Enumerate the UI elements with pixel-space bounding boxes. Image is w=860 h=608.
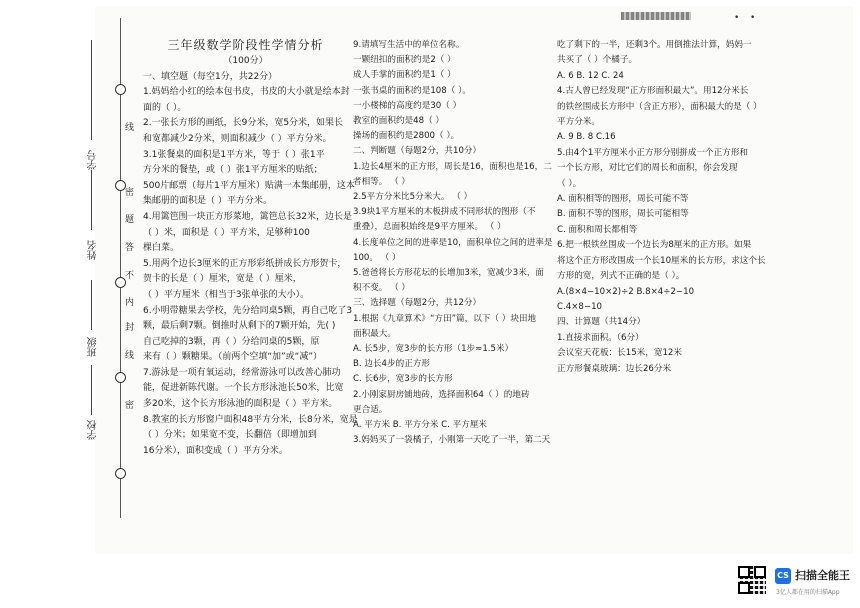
- line: C. 面积和周长都相等: [557, 224, 638, 235]
- line: A. 平方米 B. 平方分米 C. 平方厘米: [353, 420, 488, 431]
- binding-mark: 线: [125, 123, 135, 133]
- line: 一颗纽扣的面积约是2（ ）: [353, 55, 456, 66]
- line: 1.直接求面积。（6分）: [557, 332, 644, 343]
- line: 积不变。 （ ）: [353, 283, 411, 294]
- line: 6.小明带糖果去学校，先分给同桌5颗，再自己吃了3: [143, 305, 353, 316]
- line: （ ）平方厘米（相当于3张单张的大小）。: [143, 289, 310, 300]
- line: 1.边长4厘米的正方形，周长是16，面积也是16，二: [353, 161, 552, 172]
- line: 100。 （ ）: [353, 252, 401, 263]
- name-line: [91, 170, 92, 230]
- class-label: 班级: [88, 337, 99, 357]
- binding-mark: 不: [125, 271, 135, 281]
- line: 面积最大。: [353, 328, 396, 339]
- total-score: （100分）: [223, 56, 268, 66]
- line: 吃了剩下的一半，还剩3个。用倒推法计算，妈妈一: [557, 40, 752, 50]
- scan-speck: •: [750, 13, 756, 23]
- line: 4.用篱笆围一块正方形菜地，篱笆总长32米，边长是: [143, 211, 353, 222]
- line: 一、填空题（每空1分，共22分）: [143, 71, 278, 82]
- line: 3.9块1平方厘米的木板拼成不同形状的图形（不: [353, 207, 536, 218]
- line: 方分米的餐垫，或（ ）张1平方厘米的贴纸；: [143, 165, 323, 176]
- app-name: 扫描全能王: [795, 569, 850, 582]
- line: B. 面积不等的图形，周长可能相等: [557, 209, 689, 220]
- line: 面的（ ）。: [143, 102, 187, 113]
- line: （ ）米，面积是（ ）平方米，足够种100: [143, 227, 310, 238]
- line: 1.妈妈给小红的绘本包书皮，书皮的大小就是绘本封: [143, 87, 350, 98]
- line: 重叠），总面积始终是9平方厘米。 （ ）: [353, 222, 506, 233]
- seal-hole: [115, 372, 126, 383]
- line: A.(8×4−10×2)÷2 B.8×4÷2−10: [557, 286, 695, 297]
- line: 4.古人曾已经发现“正方形面积最大”。用12分米长: [557, 86, 749, 97]
- line: 教室的面积约是48（ ）: [353, 116, 445, 127]
- line: 5.用两个边长3厘米的正方形彩纸拼成长方形贺卡，: [143, 258, 347, 269]
- line: 一小楼梯的高度约是30（ ）: [353, 100, 462, 111]
- school-line: [91, 365, 92, 415]
- line: 共买了（ ）个橘子。: [557, 55, 638, 66]
- line: C.4×8−10: [557, 301, 603, 312]
- line: 8.教室的长方形窗户面积48平方分米，长8分米，宽是: [143, 414, 358, 425]
- number-line: [91, 40, 92, 140]
- column-right: [557, 38, 766, 377]
- line: 棵白菜。: [143, 243, 180, 254]
- qr-code: [738, 566, 766, 594]
- class-line: [91, 280, 92, 330]
- line: 能，促进新陈代谢。一个长方形泳池长50米，比宽: [143, 383, 344, 394]
- line: A. 面积相等的图形，周长可能不等: [557, 194, 689, 205]
- line: 2.5平方分米比5分米大。 （ ）: [353, 192, 473, 203]
- line: 500片邮票（每片1平方厘米）贴满一本集邮册，这本: [143, 180, 355, 191]
- binding-mark: 密: [125, 401, 135, 411]
- camscanner-logo-icon: CS: [775, 568, 791, 584]
- line: 三、选择题（每题2分，共12分）: [353, 298, 482, 309]
- line: 一张书桌的面积约是108（ ）。: [353, 85, 471, 96]
- line: 颗，最后剩7颗。倒推时从剩下的7颗开始，先( ): [143, 321, 336, 332]
- line: 6.把一根铁丝围成一个边长为8厘米的正方形。如果: [557, 240, 752, 251]
- line: 9.请填写生活中的单位名称。: [353, 40, 465, 50]
- line: A. 9 B. 8 C.16: [557, 132, 616, 143]
- number-label: 学号: [88, 150, 99, 170]
- line: 16分米），面积变成（ ）平方分米。: [143, 445, 288, 456]
- line: 集邮册的面积是（ ）平方分米。: [143, 196, 272, 207]
- column-middle: [353, 38, 553, 448]
- column-left: [143, 36, 358, 459]
- line: 成人手掌的面积约是1（ ）: [353, 70, 456, 81]
- binding-mark: 内: [125, 298, 135, 308]
- line: 多20米，这个长方形泳池的面积是（ ）平方米。: [143, 399, 338, 410]
- line: 者相等。 （ ）: [353, 176, 411, 187]
- line: 和宽都减少2分米，则面积减少（ ）平方分米。: [143, 133, 332, 144]
- line: 来有（ ）颗糖果。（前两个空填“加”或“减”）: [143, 352, 323, 363]
- line: 2.小刚家厨房铺地砖，选择面积64（ ）的地砖: [353, 389, 530, 400]
- line: 自己吃掉的3颗，再（ ）分给同桌的5颗，原: [143, 336, 320, 347]
- line: 5.爸爸将长方形花坛的长增加3米，宽减少3米，面: [353, 268, 545, 279]
- scan-smudge: [621, 12, 691, 20]
- line: 5.由4个1平方厘米小正方形分别拼成一个正方形和: [557, 147, 749, 158]
- line: 7.游泳是一项有氧运动，经常游泳可以改善心肺功: [143, 367, 341, 378]
- scan-speck: •: [734, 13, 740, 23]
- binding-mark: 线: [125, 351, 135, 361]
- name-label: 姓名: [88, 240, 99, 260]
- line: 平方分米。: [557, 117, 600, 128]
- line: 正方形餐桌玻璃：边长26分米: [557, 363, 672, 374]
- line: 3.1张餐桌的面积是1平方米，等于（ ）张1平: [143, 149, 325, 160]
- line: 2.一张长方形的画纸，长9分米，宽5分米，如果长: [143, 118, 344, 129]
- line: 四、计算题（共14分）: [557, 317, 646, 328]
- binding-mark: 封: [125, 323, 135, 333]
- binding-mark: 题: [125, 215, 135, 225]
- line: 贺卡的长是（ ）厘米，宽是（ ）厘米，: [143, 274, 302, 285]
- line: 将这个正方形改围成一个长10厘米的长方形，求这个长: [557, 255, 766, 266]
- line: 方形的宽，列式不正确的是（ ）。: [557, 271, 685, 282]
- app-tagline: 3亿人都在用的扫描App: [776, 589, 840, 596]
- line: A. 6 B. 12 C. 24: [557, 70, 624, 81]
- line: 操场的面积约是2800（ ）。: [353, 131, 460, 142]
- line: 一个长方形，对比它们的周长和面积，你会发现: [557, 163, 738, 174]
- line: （ ）分米；如果宽不变，长翻倍（即增加到: [143, 430, 317, 441]
- line: 二、判断题（每题2分，共10分）: [353, 146, 482, 157]
- binding-mark: 密: [125, 188, 135, 198]
- line: 3.妈妈买了一袋橘子，小刚第一天吃了一半，第二天: [353, 435, 551, 446]
- school-label: 学校: [88, 420, 99, 440]
- line: C. 长6步，宽3步的长方形: [353, 374, 453, 385]
- line: B. 边长4步的正方形: [353, 359, 430, 370]
- line: A. 长5步，宽3步的长方形（1步≈1.5米）: [353, 344, 514, 355]
- seal-hole: [115, 84, 126, 95]
- binding-mark: 答: [125, 243, 135, 253]
- line: 会议室天花板：长15米，宽12米: [557, 348, 682, 359]
- line: 1.根据《九章算术》“方田”篇，以下（ ）块田地: [353, 313, 537, 324]
- line: 更合适。: [353, 404, 388, 415]
- page-title: 三年级数学阶段性学情分析: [167, 38, 324, 52]
- line: 4.长度单位之间的进率是10，面积单位之间的进率是: [353, 237, 553, 248]
- seal-hole: [115, 468, 126, 479]
- line: 的铁丝围成长方形中（含正方形），面积最大的是（ ）: [557, 101, 762, 112]
- line: （ ）。: [557, 178, 582, 189]
